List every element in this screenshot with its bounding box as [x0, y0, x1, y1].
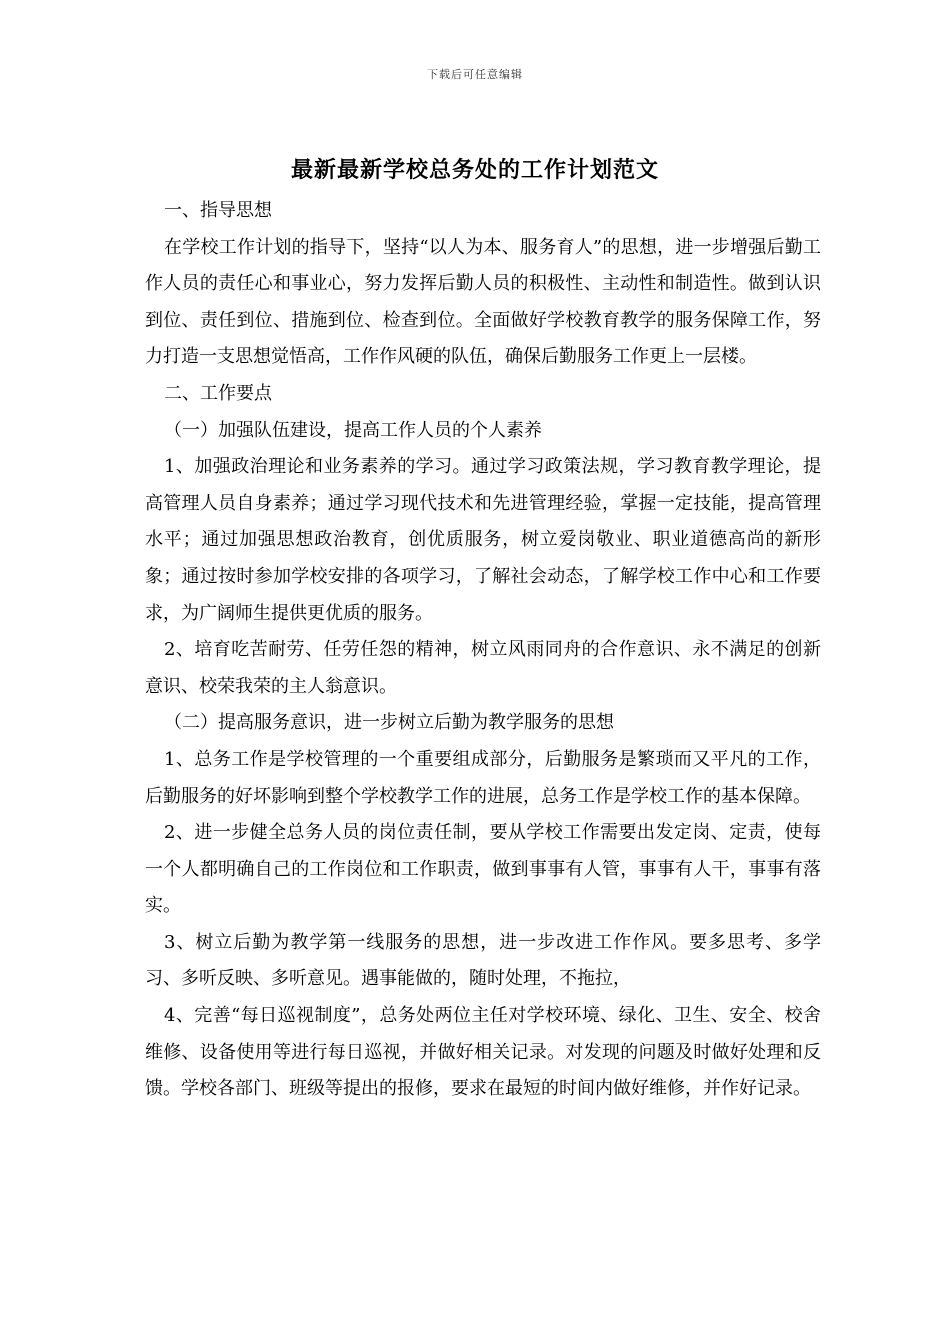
document-title: 最新最新学校总务处的工作计划范文	[290, 158, 659, 183]
paragraph-item-2-responsibility: 2、进一步健全总务人员的岗位责任制，要从学校工作需要出发定岗、定责，使每一个人都明确自己的工作岗位和工作职责，做到事事有人管，事事有人干，事事有落实。	[145, 822, 821, 917]
paragraph-item-2-spirit: 2、培育吃苦耐劳、任劳任怨的精神，树立风雨同舟的合作意识、永不满足的创新意识、校荣我荣的主人翁意识。	[145, 639, 821, 697]
paragraph-item-4-daily-inspection: 4、完善“每日巡视制度”，总务处两位主任对学校环境、绿化、卫生、安全、校舍维修、设备使用等进行每日巡视，并做好相关记录。对发现的问题及时做好处理和反馈。学校各部门、班级等提出的报修，要求在最短的时间内做好维修，并作好记录。	[145, 1005, 821, 1100]
section-heading-work-points: 二、工作要点	[164, 382, 272, 404]
paragraph-item-3-frontline-service: 3、树立后勤为教学第一线服务的思想，进一步改进工作作风。要多思考、多学习、多听反映、多听意见。遇事能做的，随时处理，不拖拉，	[145, 931, 821, 990]
paragraph-guiding-ideology: 在学校工作计划的指导下，坚持“以人为本、服务育人”的思想，进一步增强后勤工作人员的责任心和事业心，努力发挥后勤人员的积极性、主动性和制造性。做到认识到位、责任到位、措施到位、检查到位。全面做好学校教育教学的服务保障工作，努力打造一支思想觉悟高，工作作风硬的队伍，确保后勤服务工作更上一层楼。	[145, 236, 821, 368]
paragraph-item-1-general-affairs: 1、总务工作是学校管理的一个重要组成部分，后勤服务是繁琐而又平凡的工作，后勤服务的好坏影响到整个学校教学工作的进展，总务工作是学校工作的基本保障。	[145, 748, 821, 807]
subheading-service-awareness: （二）提高服务意识，进一步树立后勤为教学服务的思想	[164, 712, 614, 734]
document-body	[145, 193, 821, 1108]
header-note: 下载后可任意编辑	[427, 68, 523, 81]
section-heading-guiding-ideology: 一、指导思想	[164, 200, 272, 221]
subheading-team-building: （一）加强队伍建设，提高工作人员的个人素养	[164, 419, 542, 441]
paragraph-item-1-study: 1、加强政治理论和业务素养的学习。通过学习政策法规，学习教育教学理论，提高管理人员自身素养；通过学习现代技术和先进管理经验，掌握一定技能，提高管理水平；通过加强思想政治教育，创优质服务，树立爱岗敬业、职业道德高尚的新形象；通过按时参加学校安排的各项学习，了解社会动态，了解学校工作中心和工作要求，为广阔师生提供更优质的服务。	[145, 456, 821, 624]
